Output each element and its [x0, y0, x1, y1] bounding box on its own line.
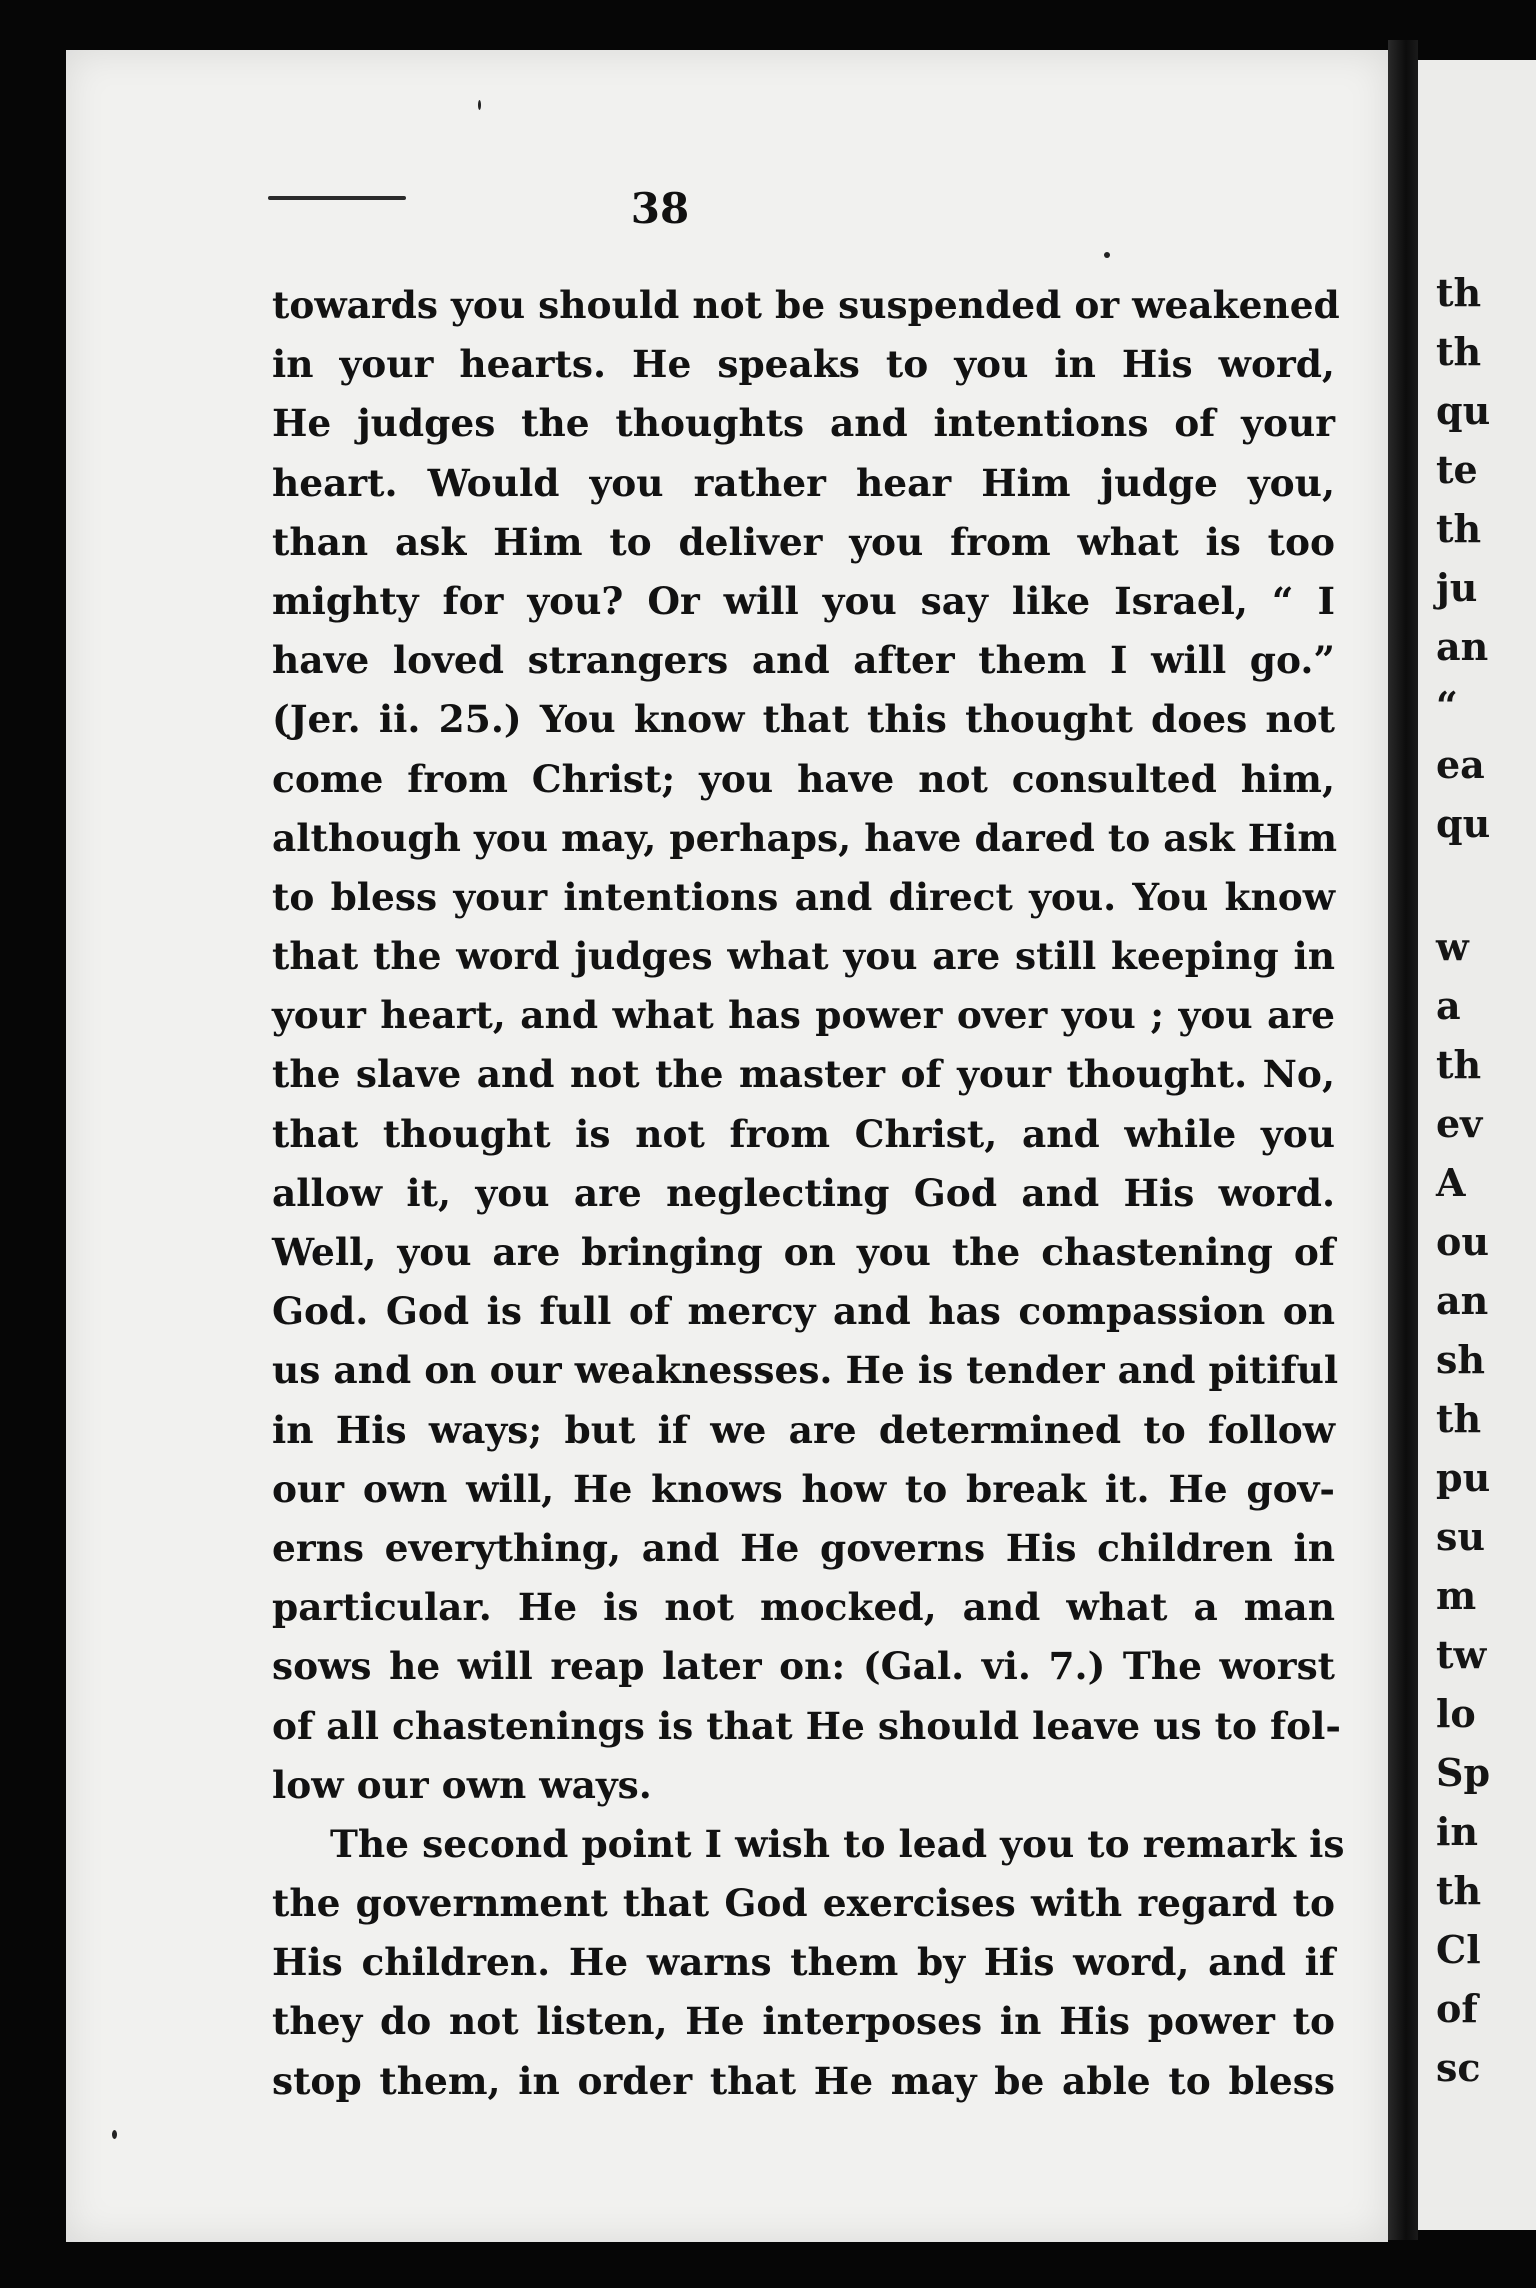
- adjacent-page-edge: [1418, 60, 1536, 2230]
- ink-speck: [478, 100, 481, 110]
- text-line: low our own ways.: [272, 1762, 652, 1807]
- text-line: erns everything, and He governs His children in: [272, 1525, 1335, 1570]
- adjacent-page-fragment: ou: [1436, 1219, 1489, 1264]
- text-line: The second point I wish to lead you to remark is: [330, 1821, 1345, 1866]
- ink-speck: [112, 2130, 117, 2139]
- adjacent-page-fragment: an: [1436, 624, 1489, 669]
- adjacent-page-fragment: pu: [1436, 1455, 1491, 1500]
- ink-speck: [1104, 252, 1110, 258]
- adjacent-page-fragment: sc: [1436, 2045, 1481, 2090]
- adjacent-page-fragment: ea: [1436, 742, 1485, 787]
- text-line: mighty for you? Or will you say like Israel, “ I: [272, 578, 1335, 623]
- page-number: 38: [630, 184, 690, 233]
- adjacent-page-fragment: ju: [1436, 565, 1478, 610]
- text-line: in His ways; but if we are determined to follow: [272, 1407, 1335, 1452]
- text-line: allow it, you are neglecting God and His word.: [272, 1170, 1335, 1215]
- adjacent-page-fragment: in: [1436, 1809, 1479, 1854]
- text-line: our own will, He knows how to break it. He gov-: [272, 1466, 1335, 1511]
- adjacent-page-fragment: th: [1436, 329, 1482, 374]
- text-line: the government that God exercises with regard to: [272, 1881, 1335, 1926]
- adjacent-page-fragment: m: [1436, 1573, 1477, 1618]
- text-line: Well, you are bringing on you the chastening of: [272, 1230, 1335, 1274]
- adjacent-page-fragment: lo: [1436, 1691, 1476, 1736]
- text-line: in your hearts. He speaks to you in His word,: [272, 342, 1335, 387]
- text-line: than ask Him to deliver you from what is too: [272, 519, 1335, 564]
- adjacent-page-fragment: w: [1436, 924, 1469, 969]
- adjacent-page-fragment: qu: [1436, 801, 1491, 846]
- text-line: to bless your intentions and direct you. You know: [272, 874, 1335, 919]
- text-line: sows he will reap later on: (Gal. vi. 7.) The worst: [272, 1644, 1335, 1689]
- text-line: towards you should not be suspended or weakened: [272, 283, 1340, 327]
- text-line: He judges the thoughts and intentions of your: [272, 401, 1335, 446]
- text-line: particular. He is not mocked, and what a man: [272, 1585, 1335, 1630]
- text-line: although you may, perhaps, have dared to ask Him: [272, 815, 1338, 860]
- adjacent-page-fragment: th: [1436, 1396, 1482, 1441]
- text-line: of all chastenings is that He should leave us to fol-: [272, 1703, 1341, 1748]
- text-line: (Jer. ii. 25.) You know that this thought does not: [272, 697, 1335, 742]
- book-spine: [1388, 40, 1418, 2240]
- text-line: that thought is not from Christ, and while you: [272, 1111, 1335, 1156]
- text-line: they do not listen, He interposes in His power to: [272, 1999, 1335, 2044]
- text-line: God. God is full of mercy and has compassion on: [272, 1289, 1335, 1334]
- adjacent-page-fragment: te: [1436, 447, 1478, 492]
- adjacent-page-fragment: of: [1436, 1986, 1478, 2031]
- adjacent-page-fragment: qu: [1436, 388, 1491, 433]
- text-line: stop them, in order that He may be able to bless: [272, 2058, 1335, 2103]
- adjacent-page-fragment: th: [1436, 1868, 1482, 1913]
- adjacent-page-fragment: “: [1436, 683, 1458, 728]
- adjacent-page-fragment: ev: [1436, 1101, 1483, 1146]
- text-line: the slave and not the master of your thought. No,: [272, 1052, 1335, 1097]
- adjacent-page-fragment: th: [1436, 506, 1482, 551]
- adjacent-page-fragment: sh: [1436, 1337, 1486, 1382]
- text-line: heart. Would you rather hear Him judge you,: [272, 460, 1335, 505]
- text-line: have loved strangers and after them I will go.”: [272, 638, 1335, 683]
- adjacent-page-fragment: Cl: [1436, 1927, 1481, 1972]
- text-line: that the word judges what you are still keeping in: [272, 934, 1335, 979]
- adjacent-page-fragment: th: [1436, 1042, 1482, 1087]
- adjacent-page-fragment: su: [1436, 1514, 1486, 1559]
- adjacent-page-fragment: A: [1436, 1160, 1466, 1205]
- adjacent-page-fragment: an: [1436, 1278, 1489, 1323]
- adjacent-page-fragment: Sp: [1436, 1750, 1491, 1795]
- body-text: [272, 276, 1345, 2111]
- adjacent-page-fragment: th: [1436, 270, 1482, 315]
- adjacent-page-fragment: a: [1436, 983, 1461, 1028]
- text-line: your heart, and what has power over you ; you are: [272, 993, 1335, 1038]
- text-line: come from Christ; you have not consulted him,: [272, 756, 1335, 801]
- adjacent-page-fragment: tw: [1436, 1632, 1487, 1677]
- text-line: His children. He warns them by His word, and if: [272, 1940, 1335, 1985]
- text-line: us and on our weaknesses. He is tender and pitiful: [272, 1348, 1339, 1393]
